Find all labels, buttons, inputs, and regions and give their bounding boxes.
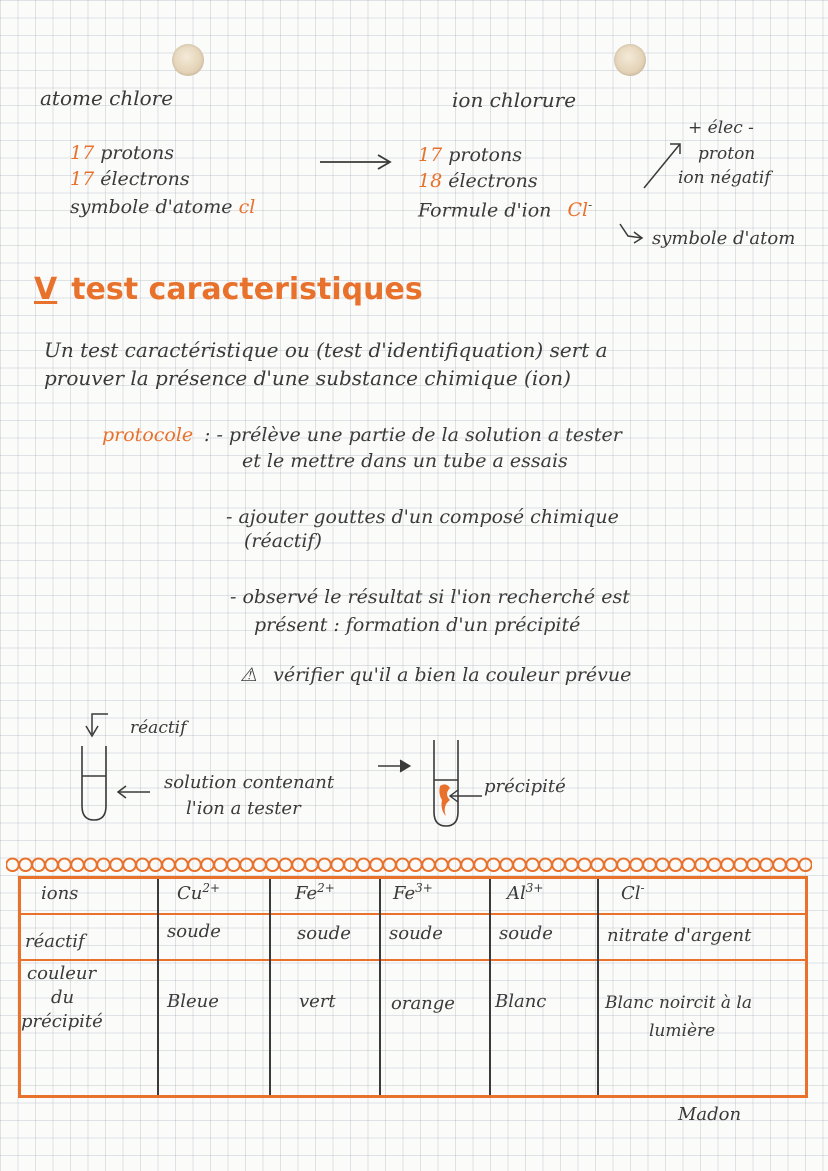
ion-base: Al [507, 883, 526, 904]
ion-charge: 3+ [525, 881, 544, 895]
protocol-step3-line1: - observé le résultat si l'ion recherché est [230, 586, 630, 608]
ion-formula-charge: - [588, 198, 593, 212]
atom-electrons-word: électrons [100, 168, 190, 190]
table-ion-fe3 [393, 881, 433, 904]
note-symbole-atom: symbole d'atom [652, 228, 796, 249]
ion-formula-label: Formule d'ion [418, 199, 552, 222]
table-row-divider-1 [21, 913, 805, 915]
table-reactif-al: soude [499, 923, 553, 944]
table-couleur-fe3: orange [391, 993, 455, 1014]
protocol-warning-text: vérifier qu'il a bien la couleur prévue [273, 664, 632, 686]
ion-formula-base: Cl [567, 199, 589, 222]
table-ion-cl [621, 881, 645, 904]
ion-title: ion chlorure [452, 88, 577, 112]
test-tube-left [74, 708, 134, 828]
ion-base: Cu [177, 883, 203, 904]
table-reactif-fe2: soude [297, 923, 351, 944]
ions-table [18, 876, 808, 1098]
table-couleur-label-line3: précipité [21, 1011, 103, 1032]
table-ion-cu [177, 881, 220, 904]
reactif-label: réactif [130, 718, 187, 738]
atom-electrons [70, 168, 190, 190]
left-arrow-icon [114, 782, 154, 802]
note-elec: + élec - [688, 118, 754, 138]
table-col-divider-4 [489, 879, 491, 1095]
table-reactif-cl: nitrate d'argent [607, 925, 752, 946]
warning-icon: ⚠ [240, 664, 258, 686]
table-couleur-label-line2: du [51, 987, 75, 1008]
table-reactif-cu: soude [167, 921, 221, 942]
table-ion-fe2 [295, 881, 335, 904]
solution-label-line1: solution contenant [164, 772, 335, 793]
protocol-step2-line2: (réactif) [244, 530, 322, 552]
protocol-step1-line2: et le mettre dans un tube a essais [242, 450, 568, 472]
section-title-text: test caracteristiques [71, 272, 423, 307]
protocol-step3-line2: présent : formation d'un précipité [254, 614, 581, 636]
table-reactif-fe3: soude [389, 923, 443, 944]
precipite-arrow-icon [446, 788, 486, 804]
definition-line-1: Un test caractéristique ou (test d'identifiquation) sert a [44, 338, 608, 362]
table-couleur-cu: Bleue [167, 991, 219, 1012]
definition-line-2: prouver la présence d'une substance chimique (ion) [44, 366, 571, 390]
ion-charge: 2+ [317, 881, 335, 895]
right-arrow-icon [318, 150, 398, 170]
ion-protons-number: 17 [418, 144, 443, 166]
table-decorative-border [6, 854, 812, 876]
table-ion-al [507, 881, 543, 904]
table-col-divider-1 [157, 879, 159, 1095]
atom-symbol-label: symbole d'atome [70, 196, 233, 218]
test-tube-right [428, 736, 468, 832]
table-header-ions: ions [41, 883, 79, 904]
protocol-step1-line1: : - prélève une partie de la solution a tester [204, 424, 622, 446]
ion-protons-word: protons [448, 144, 522, 166]
atom-protons-number: 17 [70, 142, 95, 164]
atom-electrons-number: 17 [70, 168, 95, 190]
table-reactif-label: réactif [25, 931, 85, 952]
ion-electrons-number: 18 [418, 170, 443, 192]
reaction-arrow-icon [376, 756, 416, 776]
table-couleur-label-line1: couleur [27, 963, 97, 984]
ion-electrons-word: électrons [448, 170, 538, 192]
note-ion-negatif: ion négatif [678, 168, 771, 188]
table-couleur-cl-line1: Blanc noircit à la [605, 993, 752, 1013]
protocol-step2-line1: - ajouter gouttes d'un composé chimique [226, 506, 619, 528]
ion-formula [418, 198, 592, 221]
ion-base: Cl [621, 883, 641, 904]
ion-base: Fe [393, 883, 416, 904]
atom-title: atome chlore [40, 86, 174, 110]
protocol-warning [240, 664, 631, 686]
table-couleur-cl-line2: lumière [649, 1021, 716, 1041]
binder-hole-right [614, 44, 646, 76]
table-row-divider-2 [21, 959, 805, 961]
section-number: V [34, 272, 58, 307]
ion-electrons [418, 170, 538, 192]
down-right-arrow-icon [618, 222, 648, 246]
table-couleur-al: Blanc [495, 991, 547, 1012]
atom-protons-word: protons [100, 142, 174, 164]
ion-charge: 2+ [202, 881, 221, 895]
note-proton: proton [698, 144, 756, 164]
atom-protons [70, 142, 174, 164]
ion-charge: - [640, 881, 645, 895]
binder-hole-left [172, 44, 204, 76]
ion-charge: 3+ [415, 881, 433, 895]
table-col-divider-2 [269, 879, 271, 1095]
ion-base: Fe [295, 883, 318, 904]
precipite-label: précipité [484, 776, 566, 797]
solution-label-line2: l'ion a tester [186, 798, 301, 819]
table-couleur-fe2: vert [299, 991, 336, 1012]
table-col-divider-5 [597, 879, 599, 1095]
signature: Madon [678, 1104, 742, 1125]
protocol-label: protocole [102, 424, 194, 446]
section-title [34, 272, 423, 307]
ion-protons [418, 144, 522, 166]
atom-symbol [70, 196, 255, 218]
atom-symbol-value: cl [238, 196, 256, 218]
table-col-divider-3 [379, 879, 381, 1095]
